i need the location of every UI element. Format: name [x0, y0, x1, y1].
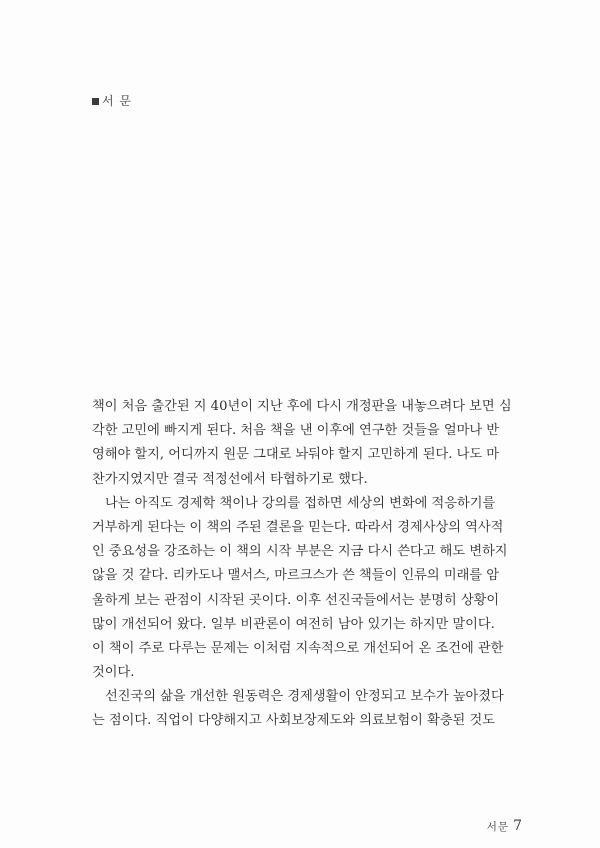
black-square-icon [92, 98, 99, 105]
text-line: 않을 것 같다. 리카도나 맬서스, 마르크스가 쓴 책들이 인류의 미래를 암 [92, 568, 499, 584]
text-line: 많이 개선되어 왔다. 일부 비관론이 여전히 남아 있기는 하지만 말이다. [92, 616, 495, 632]
text-line: 것이다. [92, 665, 135, 681]
text-line: 는 점이다. 직업이 다양해지고 사회보장제도와 의료보험이 확충된 것도 [92, 713, 495, 729]
body-text [92, 395, 524, 734]
paragraph-1 [92, 395, 524, 492]
section-heading [92, 92, 132, 109]
text-line: 찬가지였지만 결국 적정선에서 타협하기로 했다. [92, 471, 368, 487]
page-number: 7 [513, 818, 522, 834]
paragraph-2 [92, 492, 524, 686]
text-line: 인 중요성을 강조하는 이 책의 시작 부분은 지금 다시 쓴다고 해도 변하지 [92, 544, 508, 560]
text-line: 영해야 할지, 어디까지 원문 그대로 놔둬야 할지 고민하게 된다. 나도 마 [92, 447, 499, 463]
text-line: 책이 처음 출간된 지 40년이 지난 후에 다시 개정판을 내놓으려다 보면 심 [92, 399, 512, 414]
text-line: 울하게 보는 관점이 시작된 곳이다. 이후 선진국들에서는 분명히 상황이 [92, 592, 500, 608]
running-footer [487, 818, 522, 834]
text-line: 거부하게 된다는 이 책의 주된 결론을 믿는다. 따라서 경제사상의 역사적 [92, 519, 504, 535]
text-line: 각한 고민에 빠지게 된다. 처음 책을 낸 이후에 연구한 것들을 얼마나 반 [92, 423, 499, 439]
footer-title: 서문 [486, 821, 510, 833]
text-line: 선진국의 삶을 개선한 원동력은 경제생활이 안정되고 보수가 높아졌다 [105, 689, 504, 705]
text-line: 이 책이 주로 다루는 문제는 이처럼 지속적으로 개선되어 온 조건에 관한 [92, 640, 504, 656]
paragraph-3 [92, 685, 524, 733]
section-title: 서 문 [102, 94, 132, 108]
text-line: 나는 아직도 경제학 책이나 강의를 접하면 세상의 변화에 적응하기를 [105, 495, 496, 511]
